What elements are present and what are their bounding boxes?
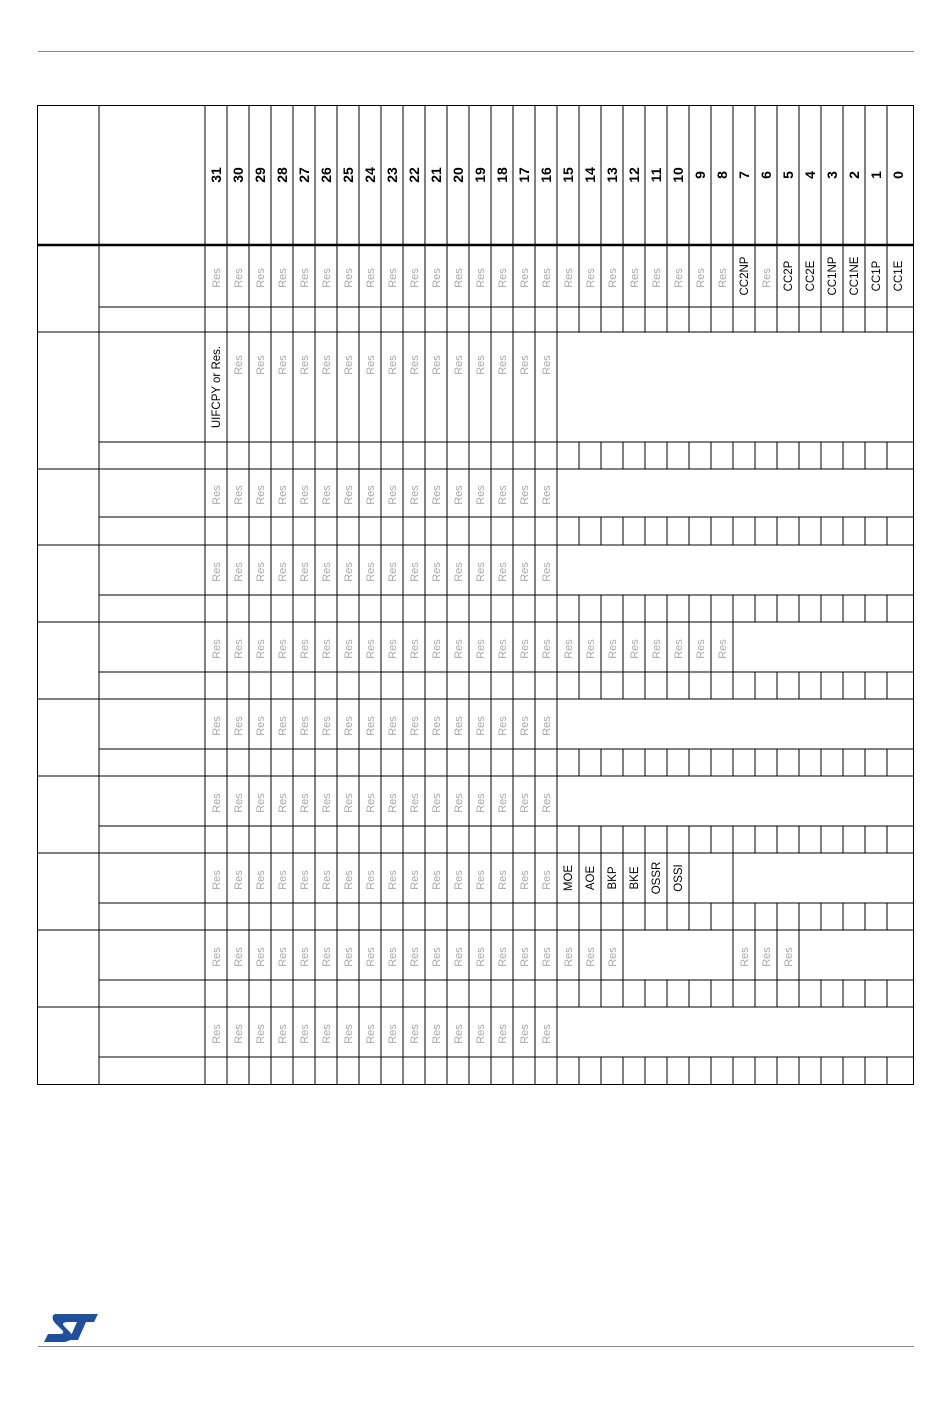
reserved-bit-label: Res: [387, 485, 399, 505]
bit-field-label: CC2NP: [739, 256, 751, 296]
reserved-bit-label: Res: [255, 355, 267, 375]
bit-field-label: CC2E: [805, 260, 817, 292]
bit-number-label: 29: [252, 167, 268, 183]
reserved-bit-label: Res: [497, 716, 509, 736]
register-row: [37, 622, 914, 699]
reserved-bit-label: Res: [497, 1024, 509, 1044]
bit-field-label: BKP: [607, 866, 619, 890]
reserved-bit-label: Res: [585, 268, 597, 288]
reserved-bit-label: Res: [387, 793, 399, 813]
reserved-bit-label: Res: [343, 355, 355, 375]
reserved-bit-label: Res: [497, 268, 509, 288]
top-rule: [38, 51, 914, 52]
reserved-bit-label: Res: [475, 562, 487, 582]
reserved-bit-label: Res: [453, 639, 465, 659]
bit-number-label: 16: [538, 167, 554, 183]
bit-number-label: 23: [384, 167, 400, 183]
reserved-bit-label: Res: [453, 485, 465, 505]
reserved-bit-label: Res: [431, 1024, 443, 1044]
reserved-bit-label: Res: [233, 870, 245, 890]
reserved-bit-label: Res: [233, 793, 245, 813]
reserved-bit-label: Res: [519, 716, 531, 736]
reserved-bit-label: Res: [497, 870, 509, 890]
bit-number-label: 19: [472, 167, 488, 183]
reserved-bit-label: Res: [585, 639, 597, 659]
reserved-bit-label: Res: [409, 716, 421, 736]
reserved-bit-label: Res: [233, 1024, 245, 1044]
reserved-bit-label: Res: [387, 562, 399, 582]
reserved-bit-label: Res: [255, 268, 267, 288]
reserved-bit-label: Res: [497, 793, 509, 813]
reserved-bit-label: Res: [277, 562, 289, 582]
reserved-bit-label: Res: [211, 562, 223, 582]
reserved-bit-label: Res: [365, 485, 377, 505]
reserved-bit-label: Res: [497, 355, 509, 375]
reserved-bit-label: Res: [475, 268, 487, 288]
reserved-bit-label: Res: [563, 947, 575, 967]
reserved-bit-label: Res: [541, 268, 553, 288]
reserved-bit-label: Res: [629, 639, 641, 659]
bit-number-label: 5: [780, 171, 796, 179]
reserved-bit-label: Res: [277, 639, 289, 659]
reserved-bit-label: Res: [519, 1024, 531, 1044]
reserved-bit-label: Res: [321, 716, 333, 736]
reserved-bit-label: Res: [541, 793, 553, 813]
reserved-bit-label: Res: [563, 639, 575, 659]
reserved-bit-label: Res: [563, 268, 575, 288]
reserved-bit-label: Res: [365, 793, 377, 813]
reserved-bit-label: Res: [299, 562, 311, 582]
reserved-bit-label: Res: [211, 485, 223, 505]
bit-number-label: 0: [890, 171, 906, 179]
reserved-bit-label: Res: [651, 639, 663, 659]
reserved-bit-label: Res: [409, 562, 421, 582]
reserved-bit-label: Res: [365, 268, 377, 288]
reserved-bit-label: Res: [387, 870, 399, 890]
reserved-bit-label: Res: [321, 1024, 333, 1044]
reserved-bit-label: Res: [431, 355, 443, 375]
bit-number-label: 6: [758, 171, 774, 179]
reserved-bit-label: Res: [299, 485, 311, 505]
reserved-bit-label: Res: [299, 716, 311, 736]
reserved-bit-label: Res: [233, 485, 245, 505]
bit-number-label: 20: [450, 167, 466, 183]
reserved-bit-label: Res: [497, 947, 509, 967]
reserved-bit-label: Res: [519, 485, 531, 505]
reserved-bit-label: Res: [299, 639, 311, 659]
reserved-bit-label: Res: [211, 947, 223, 967]
reserved-bit-label: Res: [519, 268, 531, 288]
reserved-bit-label: Res: [343, 947, 355, 967]
reserved-bit-label: Res: [431, 947, 443, 967]
reserved-bit-label: Res: [409, 485, 421, 505]
reserved-bit-label: Res: [277, 793, 289, 813]
reserved-bit-label: Res: [321, 639, 333, 659]
reserved-bit-label: Res: [541, 639, 553, 659]
reserved-bit-label: Res: [519, 793, 531, 813]
reserved-bit-label: Res: [277, 485, 289, 505]
reserved-bit-label: Res: [585, 947, 597, 967]
reserved-bit-label: Res: [387, 268, 399, 288]
reserved-bit-label: Res: [673, 639, 685, 659]
bit-number-label: 10: [670, 167, 686, 183]
bit-field-label: CC1NP: [827, 256, 839, 296]
reserved-bit-label: Res: [211, 1024, 223, 1044]
reserved-bit-label: Res: [541, 485, 553, 505]
reserved-bit-label: Res: [365, 639, 377, 659]
reserved-bit-label: Res: [321, 947, 333, 967]
bit-number-label: 11: [648, 167, 664, 183]
reserved-bit-label: Res: [673, 268, 685, 288]
reserved-bit-label: Res: [453, 947, 465, 967]
register-row: [37, 853, 914, 930]
reserved-bit-label: Res: [299, 870, 311, 890]
bit-field-label: CC1NE: [849, 256, 861, 296]
reserved-bit-label: Res: [277, 355, 289, 375]
register-row: [37, 469, 914, 545]
bit-number-label: 3: [824, 171, 840, 179]
reserved-bit-label: Res: [695, 639, 707, 659]
bit-number-label: 12: [626, 167, 642, 183]
reserved-bit-label: Res: [365, 947, 377, 967]
reserved-bit-label: Res: [211, 793, 223, 813]
reserved-bit-label: Res: [321, 485, 333, 505]
reserved-bit-label: Res: [211, 268, 223, 288]
reserved-bit-label: Res: [365, 562, 377, 582]
reserved-bit-label: Res: [321, 268, 333, 288]
reserved-bit-label: Res: [255, 793, 267, 813]
bit-number-label: 27: [296, 167, 312, 183]
reserved-bit-label: Res: [255, 870, 267, 890]
bit-number-label: 26: [318, 167, 334, 183]
reserved-bit-label: Res: [431, 268, 443, 288]
reserved-bit-label: Res: [233, 639, 245, 659]
reserved-bit-label: Res: [431, 793, 443, 813]
reserved-bit-label: Res: [475, 1024, 487, 1044]
reserved-bit-label: Res: [497, 639, 509, 659]
bit-field-label: BKE: [629, 866, 641, 890]
bit-number-label: 24: [362, 167, 378, 183]
reserved-bit-label: Res: [343, 485, 355, 505]
reserved-bit-label: Res: [233, 562, 245, 582]
bit-field-label: CC2P: [783, 260, 795, 292]
reserved-bit-label: Res: [277, 716, 289, 736]
bit-number-label: 21: [428, 167, 444, 183]
reserved-bit-label: Res: [255, 1024, 267, 1044]
reserved-bit-label: Res: [431, 639, 443, 659]
reserved-bit-label: Res: [233, 947, 245, 967]
reserved-bit-label: Res: [453, 1024, 465, 1044]
reserved-bit-label: Res: [453, 268, 465, 288]
reserved-bit-label: Res: [607, 639, 619, 659]
register-row: [99, 1007, 914, 1085]
reserved-bit-label: Res: [519, 639, 531, 659]
reserved-bit-label: Res: [651, 268, 663, 288]
bit-field-label: OSSR: [651, 861, 663, 895]
reserved-bit-label: Res: [343, 639, 355, 659]
reserved-bit-label: Res: [233, 355, 245, 375]
bit-number-label: 4: [802, 171, 818, 179]
reserved-bit-label: Res: [299, 268, 311, 288]
bit-number-label: 15: [560, 167, 576, 183]
reserved-bit-label: Res: [497, 485, 509, 505]
register-row: [37, 245, 914, 332]
reserved-bit-label: Res: [783, 947, 795, 967]
reserved-bit-label: Res: [255, 485, 267, 505]
reserved-bit-label: Res: [409, 870, 421, 890]
reserved-bit-label: Res: [475, 793, 487, 813]
reserved-bit-label: Res: [387, 1024, 399, 1044]
bit-number-label: 30: [230, 167, 246, 183]
reserved-bit-label: Res: [739, 947, 751, 967]
reserved-bit-label: Res: [541, 1024, 553, 1044]
bit-number-label: 8: [714, 171, 730, 179]
reserved-bit-label: Res: [387, 355, 399, 375]
reserved-bit-label: Res: [431, 562, 443, 582]
reserved-bit-label: Res: [299, 793, 311, 813]
reserved-bit-label: Res: [255, 947, 267, 967]
reserved-bit-label: Res: [255, 716, 267, 736]
reserved-bit-label: Res: [519, 562, 531, 582]
reserved-bit-label: Res: [761, 947, 773, 967]
reserved-bit-label: Res: [453, 562, 465, 582]
reserved-bit-label: Res: [343, 870, 355, 890]
reserved-bit-label: Res: [695, 268, 707, 288]
reserved-bit-label: Res: [343, 793, 355, 813]
bit-field-label: AOE: [585, 865, 597, 891]
reserved-bit-label: Res: [211, 716, 223, 736]
reserved-bit-label: Res: [541, 562, 553, 582]
reserved-bit-label: Res: [475, 947, 487, 967]
bit-field-label: CC1P: [871, 260, 883, 292]
reserved-bit-label: Res: [387, 639, 399, 659]
reserved-bit-label: Res: [519, 870, 531, 890]
bit-number-label: 9: [692, 171, 708, 179]
reserved-bit-label: Res: [629, 268, 641, 288]
reserved-bit-label: Res: [321, 870, 333, 890]
bit-field-label: UIFCPY or Res.: [211, 345, 223, 429]
reserved-bit-label: Res: [409, 268, 421, 288]
reserved-bit-label: Res: [277, 1024, 289, 1044]
reserved-bit-label: Res: [365, 355, 377, 375]
bit-number-label: 13: [604, 167, 620, 183]
reserved-bit-label: Res: [431, 716, 443, 736]
reserved-bit-label: Res: [453, 793, 465, 813]
bit-number-label: 1: [868, 171, 884, 179]
reserved-bit-label: Res: [607, 268, 619, 288]
reserved-bit-label: Res: [761, 268, 773, 288]
reserved-bit-label: Res: [365, 716, 377, 736]
reserved-bit-label: Res: [343, 716, 355, 736]
reserved-bit-label: Res: [321, 355, 333, 375]
reserved-bit-label: Res: [431, 485, 443, 505]
reserved-bit-label: Res: [255, 562, 267, 582]
bottom-rule: [38, 1346, 914, 1347]
register-row: [37, 545, 914, 622]
register-map-table: [37, 105, 914, 1085]
bit-number-label: 17: [516, 167, 532, 183]
bit-field-label: OSSI: [673, 864, 685, 892]
reserved-bit-label: Res: [343, 1024, 355, 1044]
bit-number-label: 28: [274, 167, 290, 183]
reserved-bit-label: Res: [453, 355, 465, 375]
st-logo-icon: [42, 1310, 100, 1344]
bit-number-label: 31: [208, 167, 224, 183]
reserved-bit-label: Res: [255, 639, 267, 659]
reserved-bit-label: Res: [717, 268, 729, 288]
reserved-bit-label: Res: [365, 870, 377, 890]
reserved-bit-label: Res: [519, 947, 531, 967]
reserved-bit-label: Res: [475, 870, 487, 890]
reserved-bit-label: Res: [453, 716, 465, 736]
reserved-bit-label: Res: [541, 355, 553, 375]
reserved-bit-label: Res: [475, 639, 487, 659]
reserved-bit-label: Res: [321, 793, 333, 813]
reserved-bit-label: Res: [475, 355, 487, 375]
reserved-bit-label: Res: [453, 870, 465, 890]
reserved-bit-label: Res: [343, 562, 355, 582]
bit-field-label: MOE: [563, 864, 575, 892]
register-row: [37, 332, 914, 469]
reserved-bit-label: Res: [409, 947, 421, 967]
reserved-bit-label: Res: [343, 268, 355, 288]
reserved-bit-label: Res: [277, 870, 289, 890]
reserved-bit-label: Res: [409, 793, 421, 813]
bit-number-label: 14: [582, 167, 598, 183]
reserved-bit-label: Res: [541, 947, 553, 967]
reserved-bit-label: Res: [409, 639, 421, 659]
reserved-bit-label: Res: [387, 947, 399, 967]
reserved-bit-label: Res: [233, 716, 245, 736]
reserved-bit-label: Res: [475, 716, 487, 736]
reserved-bit-label: Res: [277, 268, 289, 288]
reserved-bit-label: Res: [233, 268, 245, 288]
reserved-bit-label: Res: [541, 716, 553, 736]
reserved-bit-label: Res: [717, 639, 729, 659]
reserved-bit-label: Res: [387, 716, 399, 736]
reserved-bit-label: Res: [607, 947, 619, 967]
reserved-bit-label: Res: [497, 562, 509, 582]
reserved-bit-label: Res: [277, 947, 289, 967]
register-row: [37, 776, 914, 853]
reserved-bit-label: Res: [431, 870, 443, 890]
bit-number-label: 7: [736, 171, 752, 179]
reserved-bit-label: Res: [299, 947, 311, 967]
reserved-bit-label: Res: [365, 1024, 377, 1044]
reserved-bit-label: Res: [409, 355, 421, 375]
bit-number-label: 18: [494, 167, 510, 183]
register-row: [37, 699, 914, 776]
reserved-bit-label: Res: [409, 1024, 421, 1044]
reserved-bit-label: Res: [211, 870, 223, 890]
reserved-bit-label: Res: [541, 870, 553, 890]
reserved-bit-label: Res: [211, 639, 223, 659]
reserved-bit-label: Res: [299, 355, 311, 375]
bit-number-label: 22: [406, 167, 422, 183]
reserved-bit-label: Res: [475, 485, 487, 505]
reserved-bit-label: Res: [519, 355, 531, 375]
register-row: [37, 930, 914, 1007]
reserved-bit-label: Res: [299, 1024, 311, 1044]
bit-number-label: 2: [846, 171, 862, 179]
reserved-bit-label: Res: [321, 562, 333, 582]
bit-field-label: CC1E: [893, 260, 905, 292]
bit-number-label: 25: [340, 167, 356, 183]
